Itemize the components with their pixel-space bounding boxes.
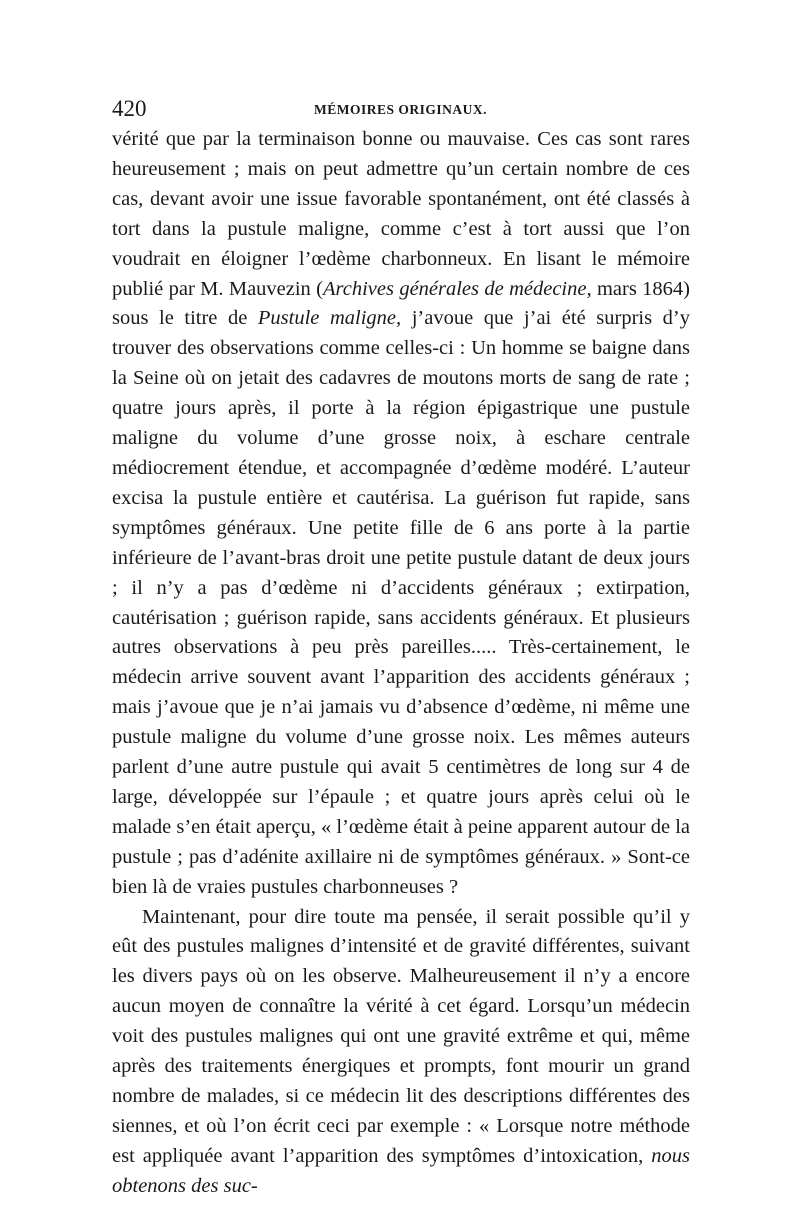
text-run: mars 1864) sous le titre de	[112, 277, 690, 330]
text-run: j’avoue que j’ai été surpris d’y trouver des observations comme celles-ci : Un homme se baigne dans la Seine où on jetait des cadavres de moutons morts de sang de rate ; quatre jours après, il porte à la région épigastrique une pustule maligne du volume d’une grosse noix, à eschare centrale médiocrement étendue, et accompagnée d’œdème modéré. L’auteur excisa la pustule entière et cautérisa. La guérison fut rapide, sans symptômes généraux. Une petite fille de 6 ans porte à la partie inférieure de l’avant-bras droit une petite pustule datant de deux jours ; il n’y a pas d’œdème ni d’accidents généraux ; extirpation, cautérisation ; guérison rapide, sans accidents généraux. Et plusieurs autres observations à peu près pareilles..... Très-certainement, le médecin arrive souvent avant l’apparition des accidents généraux ; mais j’avoue que je n’ai jamais vu d’absence d’œdème, ni même une pustule maligne du volume d’une grosse noix. Les mêmes auteurs parlent d’une autre pustule qui avait 5 centimètres de long sur 4 de large, développée sur l’épaule ; et quatre jours après celui où le malade s’en était aperçu, « l’œdème était à peine apparent autour de la pustule ; pas d’adénite axillaire ni de symptômes généraux. » Sont-ce bien là de vraies pustules charbonneuses ?	[112, 307, 690, 898]
quote-italic: nous obtenons des suc-	[112, 1144, 690, 1197]
text-run: Maintenant, pour dire toute ma pensée, il serait possible qu’il y eût des pustules malignes d’intensité et de gravité différentes, suivant les divers pays où on les observe. Malheureusement il n’y a encore aucun moyen de connaître la vérité à cet égard. Lorsqu’un médecin voit des pustules malignes qui ont une gravité extrême et qui, même après des traitements énergiques et prompts, font mourir un grand nombre de malades, si ce médecin lit des descriptions différentes des siennes, et où l’on écrit ceci par exemple : « Lorsque notre méthode est appliquée avant l’apparition des symptômes d’intoxication,	[112, 905, 690, 1167]
journal-title-italic: Archives générales de médecine,	[323, 277, 592, 300]
paragraph-1	[112, 125, 690, 903]
paragraph-2	[112, 903, 690, 1202]
text-run: vérité que par la terminaison bonne ou mauvaise. Ces cas sont rares heureusement ; mais on peut admettre qu’un certain nombre de ces cas, devant avoir une issue favorable spontanément, ont été classés à tort dans la pustule maligne, comme c’est à tort aussi que l’on voudrait en éloigner l’œdème charbonneux. En lisant le mémoire publié par M. Mauvezin (	[112, 128, 690, 300]
article-title-italic: Pustule maligne,	[257, 307, 402, 330]
running-head: MÉMOIRES ORIGINAUX.	[314, 102, 488, 117]
body-text	[112, 125, 690, 1202]
page-number: 420	[112, 96, 147, 121]
page-header	[112, 96, 690, 126]
